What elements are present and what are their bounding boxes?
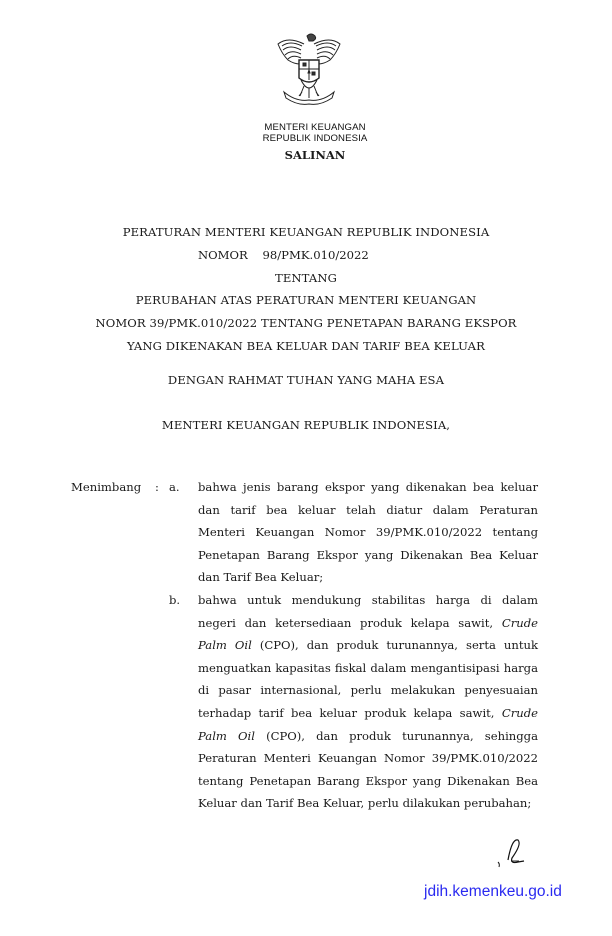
preamble-divine: DENGAN RAHMAT TUHAN YANG MAHA ESA [167, 373, 445, 387]
garuda-emblem-icon [274, 30, 344, 110]
subject-line-3: YANG DIKENAKAN BEA KELUAR DAN TARIF BEA KELUAR [127, 339, 485, 353]
item-a-text: bahwa jenis barang ekspor yang dikenakan bea keluar dan tarif bea keluar telah diatur dalam Peraturan Menteri Keuangan Nomor 39/PMK.010/2022 tentang Penetapan Barang Ekspor yang Dikenakan Bea Keluar dan Tarif Bea Keluar; [198, 480, 538, 585]
initial-signature-icon [494, 834, 530, 868]
preamble-minister: MENTERI KEUANGAN REPUBLIK INDONESIA, [161, 418, 451, 432]
item-b-italic-cpo-2: Crude Palm Oil [198, 705, 538, 743]
nomor-value: 98/PMK.010/2022 [262, 248, 369, 262]
item-b-marker: b. [169, 593, 181, 607]
menimbang-colon: : [155, 480, 159, 494]
tentang-heading: TENTANG [275, 271, 337, 285]
regulation-title: PERATURAN MENTERI KEUANGAN REPUBLIK INDONESIA [122, 225, 490, 239]
menimbang-label: Menimbang [71, 480, 142, 494]
copy-label: SALINAN [284, 148, 346, 162]
regulation-number [198, 248, 369, 262]
item-b-text-part1: bahwa untuk mendukung stabilitas harga di dalam negeri dan ketersediaan produk kelapa sawit, [198, 593, 538, 630]
jdih-website-link[interactable]: jdih.kemenkeu.go.id [424, 883, 562, 900]
item-b-italic-cpo-1: Crude Palm Oil [198, 615, 538, 653]
item-b-text-part2: (CPO), dan produk turunannya, serta untuk menguatkan kapasitas fiskal dalam mengantisipasi harga di pasar internasional, perlu melakukan penyesuaian terhadap tarif bea keluar produk kelapa sawit, [198, 638, 538, 720]
institution-name: MENTERI KEUANGAN [264, 122, 366, 133]
item-b-text-part3: (CPO), dan produk turunannya, sehingga Peraturan Menteri Keuangan Nomor 39/PMK.010/2022 tentang Penetapan Barang Ekspor yang Dikenakan Bea Keluar dan Tarif Bea Keluar, perlu dilakukan perubahan; [198, 728, 539, 811]
institution-country: REPUBLIK INDONESIA [262, 133, 368, 144]
item-a-marker: a. [169, 480, 180, 494]
item-b-text [198, 589, 538, 815]
subject-line-1: PERUBAHAN ATAS PERATURAN MENTERI KEUANGAN [135, 293, 477, 307]
subject-line-2: NOMOR 39/PMK.010/2022 TENTANG PENETAPAN BARANG EKSPOR [95, 316, 517, 330]
nomor-label: NOMOR [198, 248, 248, 262]
